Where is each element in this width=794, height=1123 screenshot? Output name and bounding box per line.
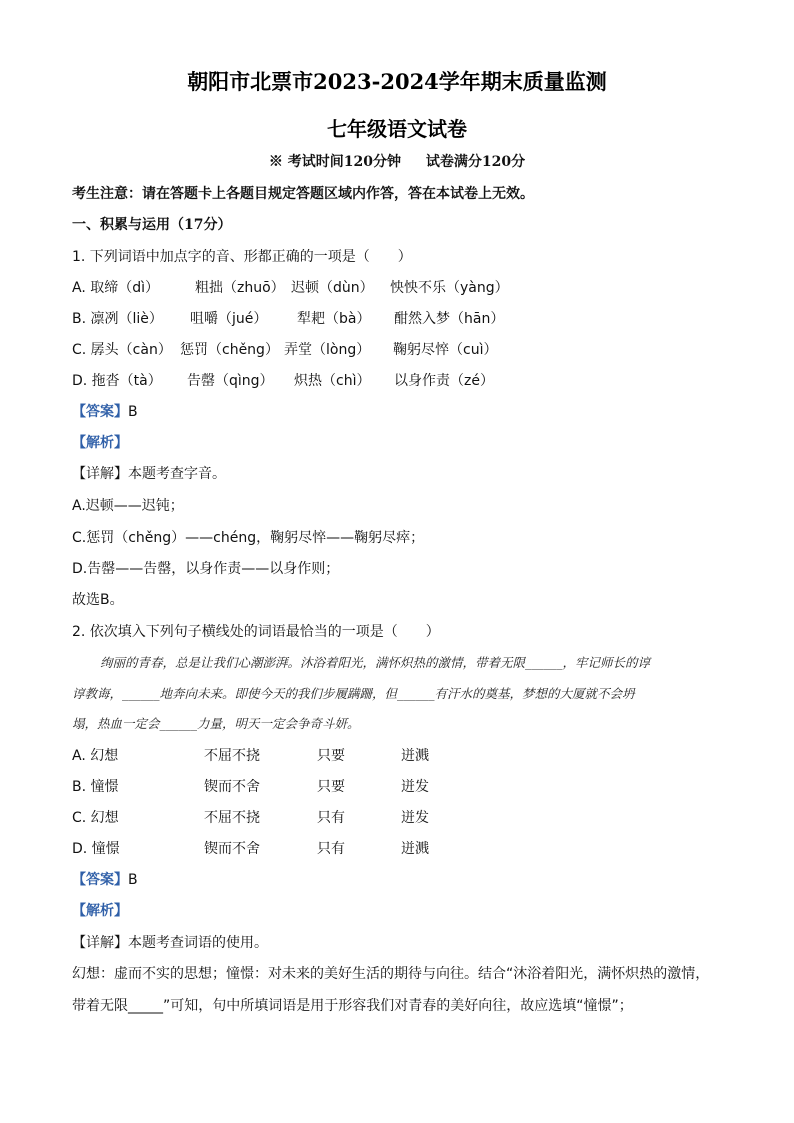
option-word: 惩罚（chěng） [180,342,279,358]
q2-passage-line: 谆教诲，______地奔向未来。即使今天的我们步履蹒跚，但______有汗水的奠基，梦想的大厦就不会坍 [72,686,635,701]
option-word: 不屈不挠 [204,810,260,826]
answer-value: B [128,872,138,888]
q2-passage-line: 塌，热血一定会______力量，明天一定会争奇斗妍。 [72,716,360,731]
answer-tag: 【答案】 [72,404,128,420]
option-word: 只有 [317,810,345,826]
option-word: 粗拙（zhuō） [195,280,285,296]
option-word: 迸溅 [401,841,429,857]
q2-stem: 2. 依次填入下列句子横线处的词语最恰当的一项是（ ） [72,624,440,640]
answer-value: B [128,404,138,420]
analysis-tag: 【解析】 [72,435,128,451]
option-word: 锲而不舍 [204,841,260,857]
q1-detail [72,463,226,483]
option-word: 迸溅 [401,748,429,764]
option-word: 鞠躬尽悴（cuì） [393,342,498,358]
detail-text: 本题考查词语的使用。 [128,935,268,951]
option-word: 怏怏不乐（yàng） [390,280,509,296]
q2-detail [72,932,268,952]
option-word: 告罄（qìng） [187,373,274,389]
option-word: A. 取缔（dì） [72,280,160,296]
page-title: 朝阳市北票市2023-2024学年期末质量监测 [187,69,607,94]
option-word: D. 憧憬 [72,841,120,857]
notice: 考生注意：请在答题卡上各题目规定答题区域内作答，答在本试卷上无效。 [72,186,534,202]
option-word: 只要 [317,748,345,764]
q2-answer [72,869,138,889]
option-word: 犁耙（bà） [297,311,371,327]
option-word: A. 幻想 [72,748,119,764]
q2-explain-line: 带着无限_____”可知，句中所填词语是用于形容我们对青春的美好向往，故应选填“憧憬”； [72,998,633,1014]
option-word: 咀嚼（jué） [190,311,268,327]
q2-explain-line: 幻想：虚而不实的思想；憧憬：对未来的美好生活的期待与向往。结合“沐浴着阳光，满怀炽热的激情， [72,966,710,982]
option-word: 只有 [317,841,345,857]
q1-analysis [72,432,128,452]
q1-answer [72,401,138,421]
q2-analysis [72,900,128,920]
option-word: B. 凛冽（liè） [72,311,163,327]
option-word: 酣然入梦（hān） [394,311,505,327]
answer-tag: 【答案】 [72,872,128,888]
exam-meta [0,151,794,171]
page-subtitle: 七年级语文试卷 [327,117,467,141]
option-word: 弄堂（lòng） [284,342,371,358]
detail-tag: 【详解】 [72,466,128,482]
exam-score: 试卷满分120分 [425,154,526,170]
q1-stem: 1. 下列词语中加点字的音、形都正确的一项是（ ） [72,249,412,265]
option-word: C. 孱头（càn） [72,342,172,358]
option-word: 迸发 [401,810,429,826]
q1-explain-c: C.惩罚（chěng）——chéng，鞠躬尽悴——鞠躬尽瘁； [72,530,425,546]
option-word: 炽热（chì） [294,373,371,389]
detail-tag: 【详解】 [72,935,128,951]
option-word: 迸发 [401,779,429,795]
section-title: 一、积累与运用（17分） [72,217,232,233]
option-word: 只要 [317,779,345,795]
option-word: 不屈不挠 [204,748,260,764]
option-word: 锲而不舍 [204,779,260,795]
option-word: C. 幻想 [72,810,119,826]
detail-text: 本题考查字音。 [128,466,226,482]
option-word: B. 憧憬 [72,779,119,795]
exam-time: ※ 考试时间120分钟 [268,154,401,170]
q1-conclusion: 故选B。 [72,592,124,608]
option-word: D. 拖沓（tà） [72,373,162,389]
option-word: 以身作责（zé） [394,373,494,389]
option-word: 迟顿（dùn） [291,280,374,296]
q2-passage-line: 绚丽的青春，总是让我们心潮澎湃。沐浴着阳光，满怀炽热的激情，带着无限______，牢记师长的谆 [100,655,651,670]
q1-explain-a: A.迟顿——迟钝； [72,498,184,514]
q1-explain-d: D.告罄——告罄，以身作责——以身作则； [72,561,340,577]
analysis-tag: 【解析】 [72,903,128,919]
